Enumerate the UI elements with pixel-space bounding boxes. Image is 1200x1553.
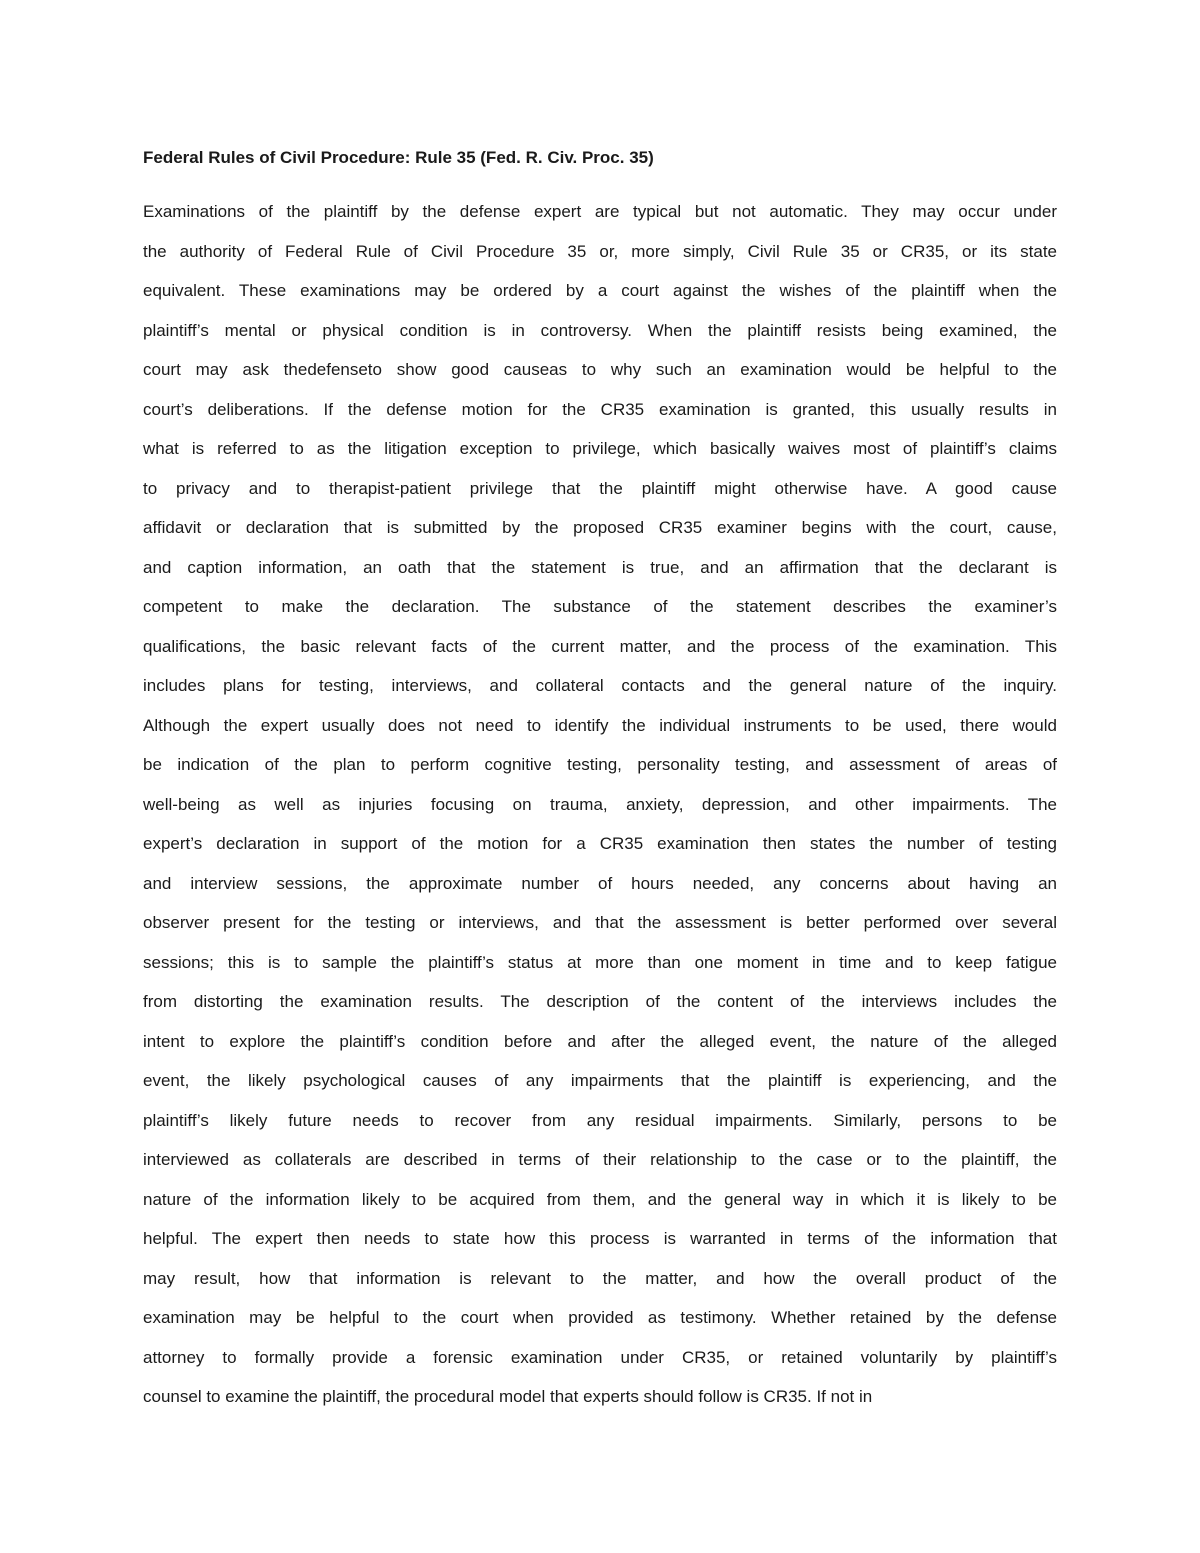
paragraph-line: observer present for the testing or interviews, and that the assessment is better performed over several (143, 913, 1057, 932)
paragraph-line: examination may be helpful to the court when provided as testimony. Whether retained by the defense (143, 1308, 1057, 1327)
paragraph-line: be indication of the plan to perform cognitive testing, personality testing, and assessment of areas of (143, 755, 1057, 774)
paragraph-line: expert’s declaration in support of the motion for a CR35 examination then states the number of testing (143, 834, 1057, 853)
paragraph-line: equivalent. These examinations may be ordered by a court against the wishes of the plaintiff when the (143, 281, 1057, 300)
paragraph-line: helpful. The expert then needs to state how this process is warranted in terms of the information that (143, 1229, 1057, 1248)
paragraph-line: and caption information, an oath that the statement is true, and an affirmation that the declarant is (143, 557, 1057, 577)
paragraph-line: intent to explore the plaintiff’s condition before and after the alleged event, the nature of the alleged (143, 1031, 1057, 1051)
document-body (143, 198, 1057, 1423)
paragraph-line: includes plans for testing, interviews, and collateral contacts and the general nature of the inquiry. (143, 676, 1057, 695)
paragraph-line: well-being as well as injuries focusing on trauma, anxiety, depression, and other impairments. The (143, 794, 1057, 814)
paragraph-line: the authority of Federal Rule of Civil Procedure 35 or, more simply, Civil Rule 35 or CR35, or its state (143, 241, 1057, 261)
paragraph-line: and interview sessions, the approximate number of hours needed, any concerns about having an (143, 873, 1057, 893)
paragraph-line: plaintiff’s mental or physical condition is in controversy. When the plaintiff resists being examined, the (143, 320, 1057, 340)
document-title: Federal Rules of Civil Procedure: Rule 35 (Fed. R. Civ. Proc. 35) (143, 148, 654, 167)
paragraph-line: nature of the information likely to be acquired from them, and the general way in which it is likely to be (143, 1189, 1057, 1209)
paragraph-line: qualifications, the basic relevant facts of the current matter, and the process of the examination. This (143, 636, 1057, 656)
paragraph-line: Although the expert usually does not need to identify the individual instruments to be used, there would (143, 715, 1057, 735)
paragraph-line: court’s deliberations. If the defense motion for the CR35 examination is granted, this usually results in (143, 399, 1057, 419)
paragraph-line: event, the likely psychological causes of any impairments that the plaintiff is experiencing, and the (143, 1071, 1057, 1090)
paragraph-line: sessions; this is to sample the plaintiff’s status at more than one moment in time and to keep fatigue (143, 952, 1057, 972)
paragraph-line: Examinations of the plaintiff by the defense expert are typical but not automatic. They may occur under (143, 202, 1057, 221)
paragraph-line: from distorting the examination results. The description of the content of the interviews includes the (143, 992, 1057, 1011)
paragraph-line: plaintiff’s likely future needs to recover from any residual impairments. Similarly, persons to be (143, 1110, 1057, 1130)
paragraph-line: counsel to examine the plaintiff, the procedural model that experts should follow is CR35. If not in (143, 1387, 873, 1406)
paragraph-line: affidavit or declaration that is submitted by the proposed CR35 examiner begins with the court, cause, (143, 518, 1057, 537)
paragraph-line: interviewed as collaterals are described in terms of their relationship to the case or to the plaintiff, the (143, 1150, 1057, 1169)
paragraph-line: attorney to formally provide a forensic examination under CR35, or retained voluntarily by plaintiff’s (143, 1347, 1057, 1367)
paragraph-line: what is referred to as the litigation exception to privilege, which basically waives most of plaintiff’s claims (143, 439, 1057, 458)
paragraph-line: to privacy and to therapist-patient privilege that the plaintiff might otherwise have. A good cause (143, 478, 1057, 498)
paragraph-line: competent to make the declaration. The substance of the statement describes the examiner’s (143, 597, 1057, 616)
paragraph-line: may result, how that information is relevant to the matter, and how the overall product of the (143, 1268, 1057, 1288)
paragraph-line: court may ask thedefenseto show good causeas to why such an examination would be helpful to the (143, 360, 1057, 379)
